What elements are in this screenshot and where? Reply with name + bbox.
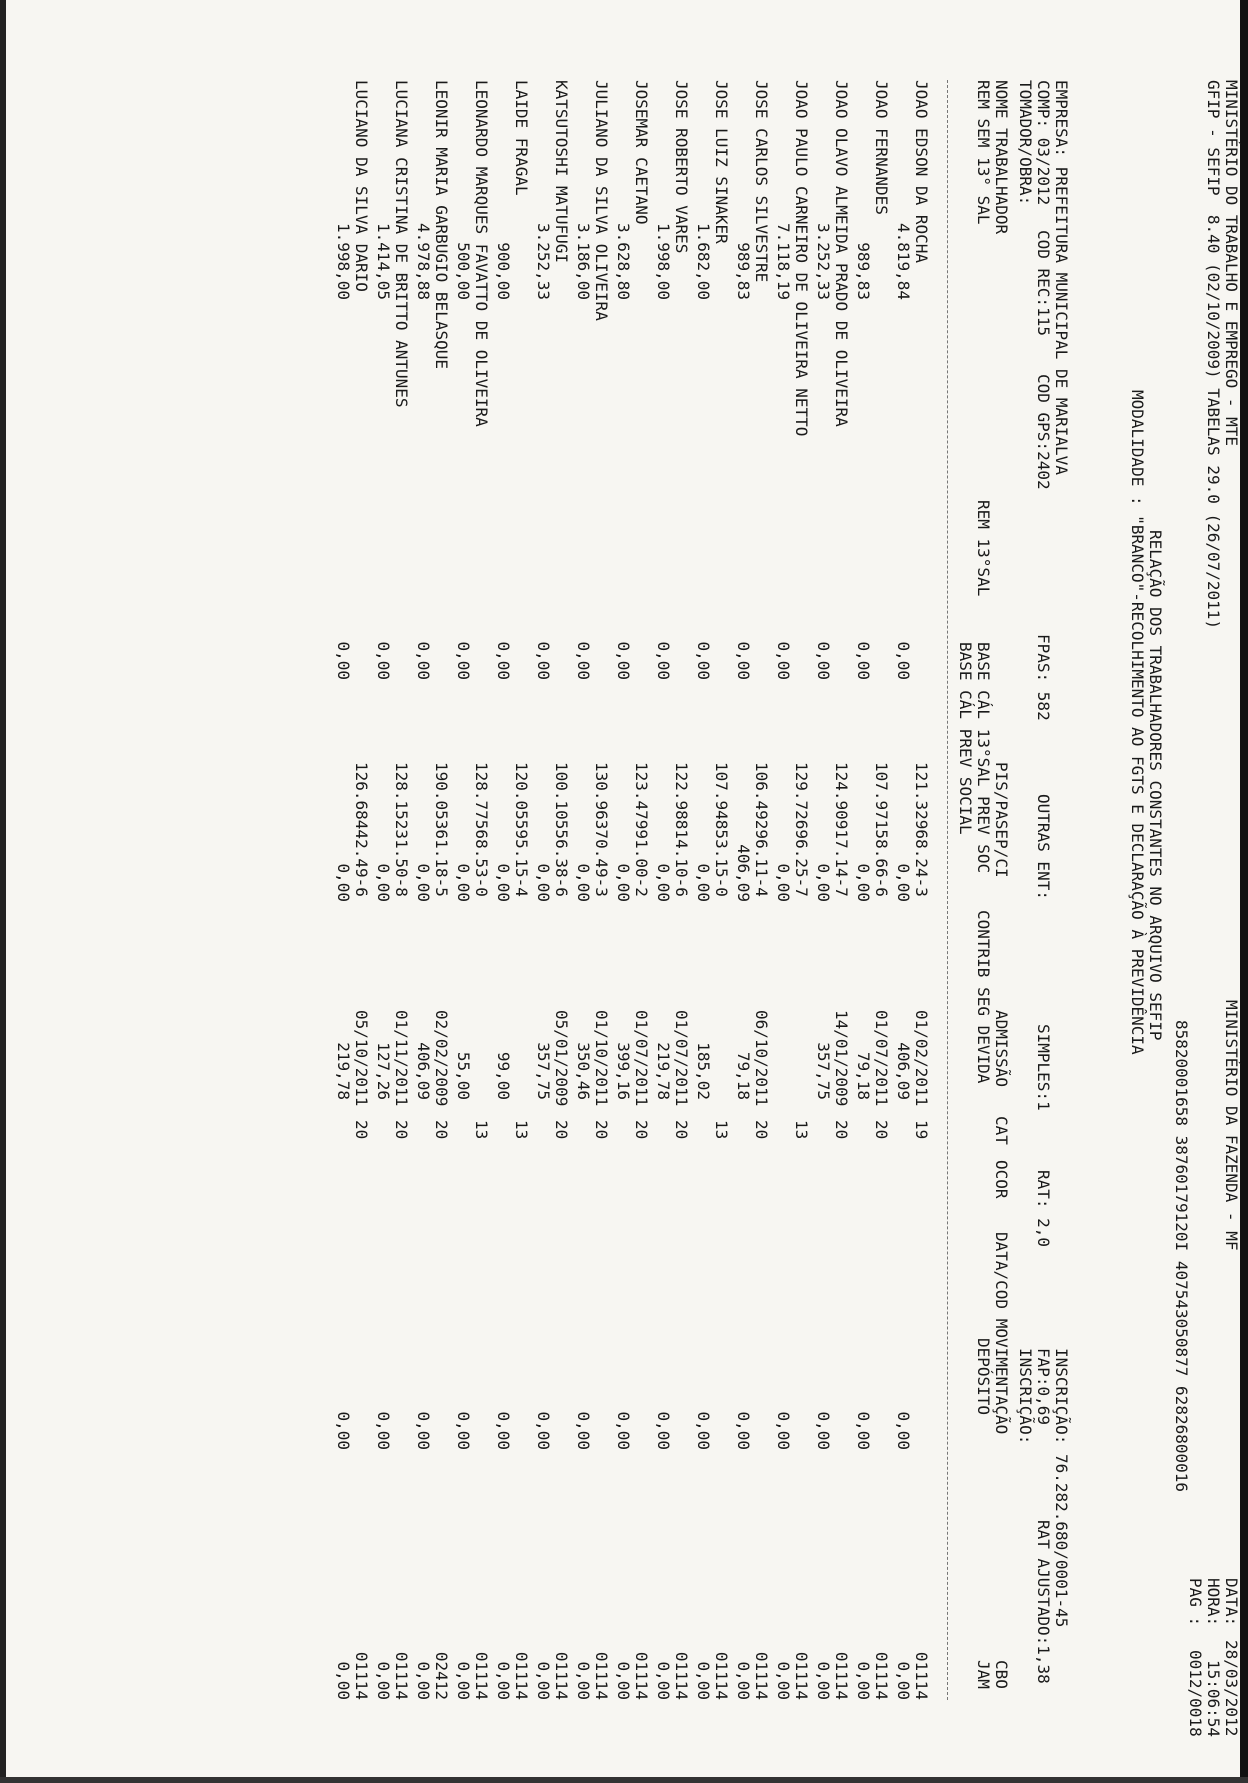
cell-contrib: 99,00	[494, 1051, 513, 1100]
table-row	[490, 0, 530, 1783]
cell-contrib: 406,09	[894, 1042, 913, 1100]
table-row	[370, 0, 410, 1783]
cell-base-13: 0,00	[814, 863, 833, 902]
cell-base-13: 0,00	[574, 863, 593, 902]
cell-cat: 20	[432, 1120, 451, 1140]
cell-cbo: 01114	[872, 1651, 891, 1700]
barcode-number: 85820001658 38760179120I 407543050877 62826800016	[1172, 1020, 1191, 1493]
cell-name: JOAO EDSON DA ROCHA	[912, 80, 931, 264]
cell-pis: 123.47991.00-2	[632, 762, 651, 897]
cell-contrib: 357,75	[534, 1042, 553, 1100]
cell-name: LUCIANA CRISTINA DE BRITTO ANTUNES	[392, 80, 411, 408]
cell-admissao: 01/07/2011	[872, 1010, 891, 1107]
table-row	[330, 0, 370, 1783]
date-label: DATA:	[1222, 1578, 1241, 1627]
simples: SIMPLES:1	[1034, 1024, 1053, 1111]
cell-deposito: 0,00	[534, 1411, 553, 1450]
cell-cat: 20	[392, 1120, 411, 1140]
cell-rem-13: 0,00	[694, 641, 713, 680]
cell-admissao: 14/01/2009	[832, 1010, 851, 1107]
company-inscricao: INSCRIÇÃO: 76.282.680/0001-45	[1052, 1348, 1071, 1628]
cell-jam: 0,00	[734, 1661, 753, 1700]
cell-name: LEONIR MARIA GARBUGIO BELASQUE	[432, 80, 451, 369]
table-row	[890, 0, 930, 1783]
cell-name: LUCIANO DA SILVA DARIO	[352, 80, 371, 292]
cell-deposito: 0,00	[334, 1411, 353, 1450]
cell-base-13: 0,00	[414, 863, 433, 902]
cell-name: KATSUTOSHI MATUFUGI	[552, 80, 571, 264]
cell-pis: 107.94853.15-0	[712, 762, 731, 897]
col-ocor: OCOR	[992, 1160, 1011, 1199]
cell-rem-13: 0,00	[334, 641, 353, 680]
cell-pis: 130.96370.49-3	[592, 762, 611, 897]
cell-contrib: 185,02	[694, 1042, 713, 1100]
cell-rem-sem: 1.998,00	[334, 222, 353, 300]
cell-cat: 20	[832, 1120, 851, 1140]
cell-cbo: 01114	[832, 1651, 851, 1700]
cell-base-13: 0,00	[534, 863, 553, 902]
col-contrib: CONTRIB SEG DEVIDA	[974, 910, 993, 1084]
cell-cat: 13	[472, 1120, 491, 1140]
table-row	[450, 0, 490, 1783]
cell-jam: 0,00	[814, 1661, 833, 1700]
cell-contrib: 350,46	[574, 1042, 593, 1100]
cell-contrib: 127,26	[374, 1042, 393, 1100]
cell-pis: 122.98814.10-6	[672, 762, 691, 897]
cell-rem-13: 0,00	[454, 641, 473, 680]
col-pis: PIS/PASEP/CI	[992, 762, 1011, 878]
cell-rem-sem: 989,83	[854, 242, 873, 300]
ministry-labor: MINISTÉRIO DO TRABALHO E EMPREGO - MTE	[1222, 80, 1241, 447]
table-row	[410, 0, 450, 1783]
cell-jam: 0,00	[454, 1661, 473, 1700]
fap: FAP:0,69	[1034, 1348, 1053, 1426]
company-name: EMPRESA: PREFEITURA MUNICIPAL DE MARIALVA	[1052, 80, 1071, 475]
cell-cbo: 01114	[352, 1651, 371, 1700]
cell-pis: 128.15231.50-8	[392, 762, 411, 897]
cell-base-13: 0,00	[694, 863, 713, 902]
cell-cbo: 02412	[432, 1651, 451, 1700]
cell-jam: 0,00	[654, 1661, 673, 1700]
table-row	[730, 0, 770, 1783]
cell-deposito: 0,00	[454, 1411, 473, 1450]
cell-pis: 190.05361.18-5	[432, 762, 451, 897]
table-row	[770, 0, 810, 1783]
cell-name: JOSE ROBERTO VARES	[672, 80, 691, 254]
comp-period: COMP: 03/2012	[1034, 80, 1053, 206]
cell-deposito: 0,00	[414, 1411, 433, 1450]
cell-base-13: 0,00	[454, 863, 473, 902]
cell-name: JOSE CARLOS SILVESTRE	[752, 80, 771, 283]
cod-rec: COD REC:115	[1034, 230, 1053, 336]
col-data-cod: DATA/COD MOVIMENTAÇÃO	[992, 1232, 1011, 1435]
cell-name: JOAO OLAVO ALMEIDA PRADO DE OLIVEIRA	[832, 80, 851, 427]
cell-deposito: 0,00	[374, 1411, 393, 1450]
cell-rem-sem: 7.118,19	[774, 222, 793, 300]
cell-jam: 0,00	[774, 1661, 793, 1700]
cell-rem-13: 0,00	[534, 641, 553, 680]
cell-rem-sem: 1.998,00	[654, 222, 673, 300]
col-jam: JAM	[974, 1660, 993, 1689]
cell-jam: 0,00	[334, 1661, 353, 1700]
cell-rem-13: 0,00	[374, 641, 393, 680]
col-base-prev: BASE CÁL PREV SOCIAL	[956, 642, 975, 835]
page-value: 0012/0018	[1186, 1650, 1205, 1737]
cell-base-13: 0,00	[614, 863, 633, 902]
cell-base-13: 0,00	[854, 863, 873, 902]
cell-contrib: 79,18	[734, 1051, 753, 1100]
table-row	[850, 0, 890, 1783]
cell-jam: 0,00	[494, 1661, 513, 1700]
cell-deposito: 0,00	[854, 1411, 873, 1450]
cell-name: JOSEMAR CAETANO	[632, 80, 651, 225]
cell-name: JOAO PAULO CARNEIRO DE OLIVEIRA NETTO	[792, 80, 811, 437]
cell-cat: 13	[512, 1120, 531, 1140]
cell-admissao: 05/01/2009	[552, 1010, 571, 1107]
cell-rem-sem: 500,00	[454, 242, 473, 300]
cell-cat: 20	[872, 1120, 891, 1140]
cell-contrib: 357,75	[814, 1042, 833, 1100]
col-cat: CAT	[992, 1116, 1011, 1145]
cell-base-13: 406,09	[734, 844, 753, 902]
cell-deposito: 0,00	[694, 1411, 713, 1450]
hour-value: 15:06:54	[1204, 1660, 1223, 1738]
cell-rem-sem: 3.252,33	[534, 222, 553, 300]
header-divider	[947, 80, 948, 1700]
table-row	[690, 0, 730, 1783]
cell-pis: 106.49296.11-4	[752, 762, 771, 897]
cell-cat: 20	[352, 1120, 371, 1140]
cell-pis: 120.05595.15-4	[512, 762, 531, 897]
cell-base-13: 0,00	[334, 863, 353, 902]
cell-cbo: 01114	[472, 1651, 491, 1700]
table-row	[530, 0, 570, 1783]
cell-deposito: 0,00	[894, 1411, 913, 1450]
cell-jam: 0,00	[614, 1661, 633, 1700]
cell-admissao: 05/10/2011	[352, 1010, 371, 1107]
cell-jam: 0,00	[574, 1661, 593, 1700]
cell-name: JULIANO DA SILVA OLIVEIRA	[592, 80, 611, 321]
cell-admissao: 01/10/2011	[592, 1010, 611, 1107]
report-modality: MODALIDADE : "BRANCO"-RECOLHIMENTO AO FGTS E DECLARAÇÃO À PREVIDÊNCIA	[1128, 390, 1147, 1055]
cell-rem-13: 0,00	[734, 641, 753, 680]
cell-admissao: 02/02/2009	[432, 1010, 451, 1107]
cell-cbo: 01114	[552, 1651, 571, 1700]
outras-ent: OUTRAS ENT:	[1034, 794, 1053, 900]
cell-cat: 20	[672, 1120, 691, 1140]
cell-pis: 126.68442.49-6	[352, 762, 371, 897]
cell-jam: 0,00	[694, 1661, 713, 1700]
software-version: GFIP - SEFIP 8.40 (02/10/2009) TABELAS 29.0 (26/07/2011)	[1204, 80, 1223, 630]
fpas: FPAS: 582	[1034, 634, 1053, 721]
cell-admissao: 01/07/2011	[632, 1010, 651, 1107]
table-row	[610, 0, 650, 1783]
table-row	[810, 0, 850, 1783]
cell-base-13: 0,00	[894, 863, 913, 902]
cell-cbo: 01114	[512, 1651, 531, 1700]
cell-pis: 129.72696.25-7	[792, 762, 811, 897]
cell-jam: 0,00	[534, 1661, 553, 1700]
cell-jam: 0,00	[894, 1661, 913, 1700]
cell-cat: 13	[792, 1120, 811, 1140]
cell-rem-sem: 1.414,05	[374, 222, 393, 300]
cell-deposito: 0,00	[734, 1411, 753, 1450]
table-row	[650, 0, 690, 1783]
cell-cbo: 01114	[752, 1651, 771, 1700]
rat-ajustado: RAT AJUSTADO:1,38	[1034, 1520, 1053, 1684]
cell-cbo: 01114	[712, 1651, 731, 1700]
cell-rem-13: 0,00	[854, 641, 873, 680]
cell-name: JOAO FERNANDES	[872, 80, 891, 215]
cod-gps: COD GPS:2402	[1034, 374, 1053, 490]
cell-deposito: 0,00	[494, 1411, 513, 1450]
col-nome: NOME TRABALHADOR	[992, 80, 1011, 235]
cell-rem-sem: 4.819,84	[894, 222, 913, 300]
cell-pis: 124.90917.14-7	[832, 762, 851, 897]
rat: RAT: 2,0	[1034, 1170, 1053, 1248]
date-value: 28/03/2012	[1222, 1640, 1241, 1737]
cell-pis: 121.32968.24-3	[912, 762, 931, 897]
cell-admissao: 01/11/2011	[392, 1010, 411, 1107]
cell-cbo: 01114	[912, 1651, 931, 1700]
cell-pis: 100.10556.38-6	[552, 762, 571, 897]
cell-rem-sem: 989,83	[734, 242, 753, 300]
cell-cbo: 01114	[792, 1651, 811, 1700]
page-label: PAG :	[1186, 1578, 1205, 1627]
cell-cat: 20	[592, 1120, 611, 1140]
cell-contrib: 79,18	[854, 1051, 873, 1100]
report-title: RELAÇÃO DOS TRABALHADORES CONSTANTES NO ARQUIVO SEFIP	[1146, 530, 1165, 1041]
cell-jam: 0,00	[854, 1661, 873, 1700]
cell-cat: 20	[632, 1120, 651, 1140]
cell-rem-13: 0,00	[494, 641, 513, 680]
cell-base-13: 0,00	[494, 863, 513, 902]
cell-admissao: 06/10/2011	[752, 1010, 771, 1107]
cell-rem-sem: 4.978,88	[414, 222, 433, 300]
cell-rem-sem: 3.186,00	[574, 222, 593, 300]
col-deposito: DEPÓSITO	[974, 1338, 993, 1416]
cell-rem-sem: 3.628,80	[614, 222, 633, 300]
cell-deposito: 0,00	[654, 1411, 673, 1450]
cell-admissao: 01/07/2011	[672, 1010, 691, 1107]
cell-rem-sem: 3.252,33	[814, 222, 833, 300]
cell-rem-sem: 1.682,00	[694, 222, 713, 300]
cell-base-13: 0,00	[774, 863, 793, 902]
cell-rem-13: 0,00	[894, 641, 913, 680]
table-row	[570, 0, 610, 1783]
cell-cat: 19	[912, 1120, 931, 1140]
cell-rem-13: 0,00	[574, 641, 593, 680]
cell-base-13: 0,00	[374, 863, 393, 902]
cell-cbo: 01114	[592, 1651, 611, 1700]
cell-rem-13: 0,00	[654, 641, 673, 680]
cell-rem-13: 0,00	[814, 641, 833, 680]
cell-contrib: 219,78	[654, 1042, 673, 1100]
cell-base-13: 0,00	[654, 863, 673, 902]
cell-deposito: 0,00	[814, 1411, 833, 1450]
cell-rem-13: 0,00	[614, 641, 633, 680]
cell-cat: 13	[712, 1120, 731, 1140]
cell-pis: 107.97158.66-6	[872, 762, 891, 897]
col-admissao: ADMISSÃO	[992, 1010, 1011, 1088]
cell-name: JOSE LUIZ SINAKER	[712, 80, 731, 244]
tomador-inscricao: INSCRIÇÃO:	[1016, 1348, 1035, 1445]
col-base-13: BASE CÁL 13°SAL PREV SOC	[974, 642, 993, 874]
cell-cbo: 01114	[632, 1651, 651, 1700]
tomador-obra: TOMADOR/OBRA:	[1016, 80, 1035, 206]
cell-admissao: 01/02/2011	[912, 1010, 931, 1107]
cell-cat: 20	[552, 1120, 571, 1140]
cell-cbo: 01114	[392, 1651, 411, 1700]
col-cbo: CBO	[992, 1660, 1011, 1689]
ministry-finance: MINISTÉRIO DA FAZENDA - MF	[1222, 1000, 1241, 1251]
cell-rem-13: 0,00	[774, 641, 793, 680]
cell-deposito: 0,00	[574, 1411, 593, 1450]
cell-name: LAIDE FRAGAL	[512, 80, 531, 196]
cell-contrib: 219,78	[334, 1042, 353, 1100]
hour-label: HORA:	[1204, 1578, 1223, 1627]
cell-cat: 20	[752, 1120, 771, 1140]
cell-jam: 0,00	[374, 1661, 393, 1700]
cell-rem-sem: 900,00	[494, 242, 513, 300]
cell-deposito: 0,00	[774, 1411, 793, 1450]
cell-cbo: 01114	[672, 1651, 691, 1700]
cell-name: LEONARDO MARQUES FAVATTO DE OLIVEIRA	[472, 80, 491, 427]
cell-rem-13: 0,00	[414, 641, 433, 680]
cell-jam: 0,00	[414, 1661, 433, 1700]
cell-contrib: 55,00	[454, 1051, 473, 1100]
cell-contrib: 406,09	[414, 1042, 433, 1100]
cell-deposito: 0,00	[614, 1411, 633, 1450]
col-rem-13: REM 13°SAL	[974, 500, 993, 597]
cell-pis: 128.77568.53-0	[472, 762, 491, 897]
cell-contrib: 399,16	[614, 1042, 633, 1100]
col-rem-sem: REM SEM 13° SAL	[974, 80, 993, 225]
